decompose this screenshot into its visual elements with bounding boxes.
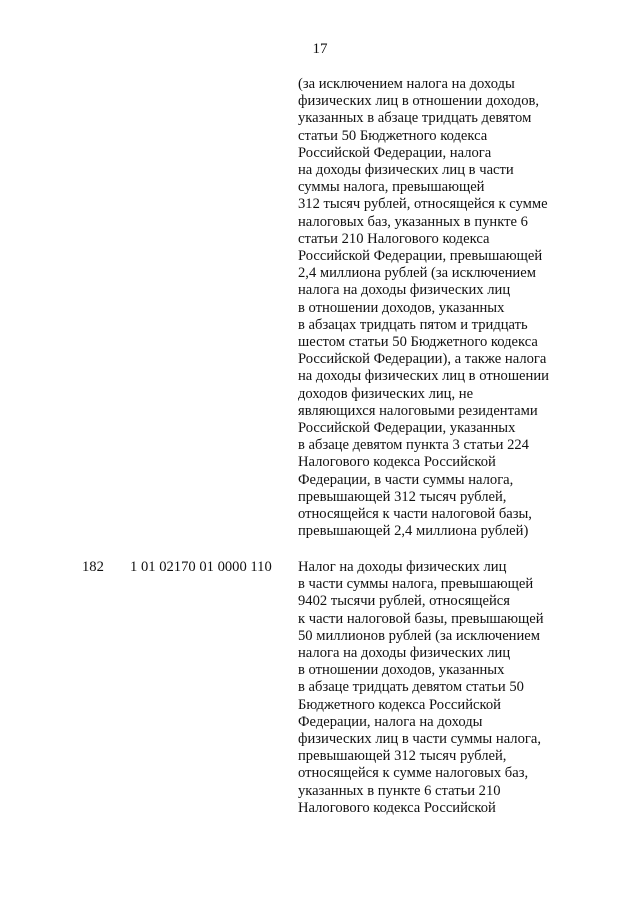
continued-description — [298, 76, 588, 540]
text-line: суммы налога, превышающей — [298, 179, 485, 196]
text-line: 2,4 миллиона рублей (за исключением — [298, 265, 536, 282]
income-description — [298, 559, 588, 817]
text-line: 50 миллионов рублей (за исключением — [298, 627, 541, 644]
text-line: Федерации, в части суммы налога, — [298, 471, 514, 488]
text-line: на доходы физических лиц в отношении — [298, 368, 549, 385]
text-line: указанных в абзаце тридцать девятом — [298, 110, 532, 127]
text-line: налога на доходы физических лиц — [298, 645, 511, 662]
text-line: Российской Федерации), а также налога — [298, 351, 547, 368]
text-line: (за исключением налога на доходы — [298, 76, 515, 92]
text-line: относящейся к сумме налоговых баз, — [298, 765, 529, 782]
text-line: в отношении доходов, указанных — [298, 662, 505, 679]
text-line: 312 тысяч рублей, относящейся к сумме — [298, 196, 548, 213]
text-line: физических лиц в части суммы налога, — [298, 731, 541, 748]
text-line: Федерации, налога на доходы — [298, 713, 483, 730]
text-line: в отношении доходов, указанных — [298, 299, 505, 316]
text-line: налоговых баз, указанных в пункте 6 — [298, 213, 528, 230]
text-line: в абзаце девятом пункта 3 статьи 224 — [298, 437, 529, 454]
text-line: Российской Федерации, превышающей — [298, 248, 543, 265]
text-line: Налогового кодекса Российской — [298, 799, 496, 816]
text-line: являющихся налоговыми резидентами — [298, 402, 538, 419]
text-line: в абзаце тридцать девятом статьи 50 — [298, 679, 524, 696]
text-line: превышающей 312 тысяч рублей, — [298, 748, 507, 765]
text-line: на доходы физических лиц в части — [298, 162, 514, 179]
text-line: статьи 50 Бюджетного кодекса — [298, 127, 488, 144]
text-line: шестом статьи 50 Бюджетного кодекса — [298, 334, 538, 351]
text-line: в абзацах тридцать пятом и тридцать — [298, 316, 528, 333]
text-line: Налогового кодекса Российской — [298, 454, 496, 471]
text-line: превышающей 312 тысяч рублей, — [298, 488, 507, 505]
text-line: Российской Федерации, налога — [298, 144, 492, 161]
text-line: Налог на доходы физических лиц — [298, 559, 507, 575]
page-number: 17 — [312, 41, 328, 57]
text-line: указанных в пункте 6 статьи 210 — [298, 782, 501, 799]
text-line: физических лиц в отношении доходов, — [298, 93, 540, 110]
text-line: в части суммы налога, превышающей — [298, 576, 534, 593]
text-line: Российской Федерации, указанных — [298, 420, 516, 437]
text-line: статьи 210 Налогового кодекса — [298, 230, 490, 247]
text-line: относящейся к части налоговой базы, — [298, 506, 532, 523]
text-line: 9402 тысячи рублей, относящейся — [298, 593, 511, 610]
text-line: Бюджетного кодекса Российской — [298, 696, 501, 713]
text-line: доходов физических лиц, не — [298, 385, 474, 402]
budget-classification-code: 1 01 02170 01 0000 110 — [130, 559, 272, 575]
text-line: налога на доходы физических лиц — [298, 282, 511, 299]
text-line: превышающей 2,4 миллиона рублей) — [298, 523, 529, 540]
administrator-code: 182 — [82, 559, 104, 575]
text-line: к части налоговой базы, превышающей — [298, 610, 544, 627]
